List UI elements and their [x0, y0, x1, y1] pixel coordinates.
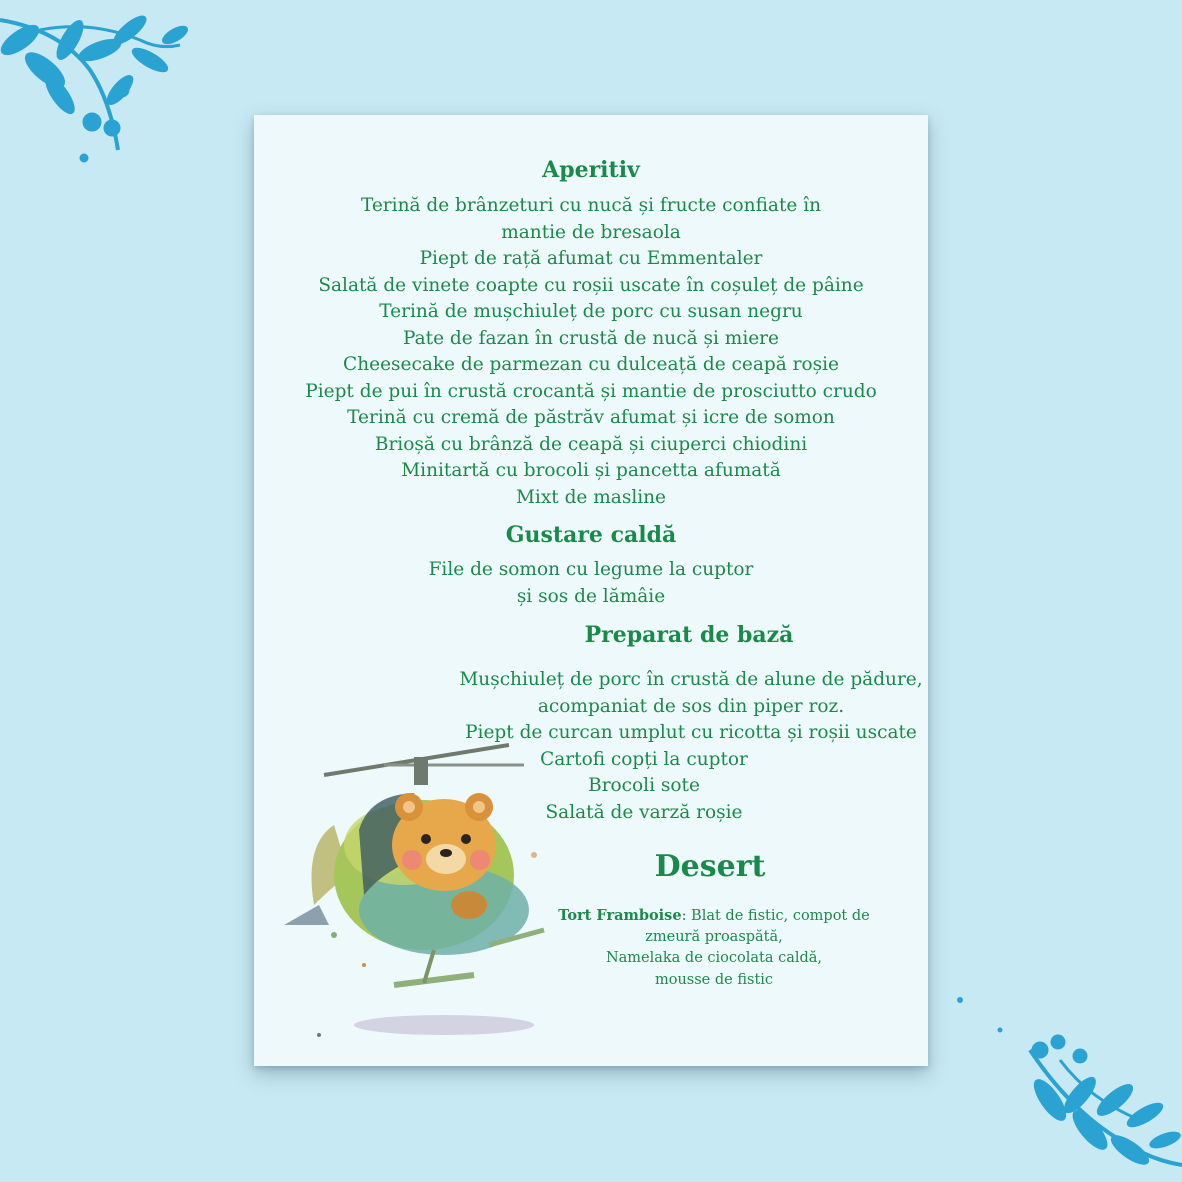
preparat-item: Piept de curcan umplut cu ricotta și roșii uscate — [465, 722, 917, 743]
desert-line — [514, 905, 914, 928]
desert-line-rest: : Blat de fistic, compot de — [681, 908, 870, 924]
leaf-branch-icon — [0, 0, 200, 180]
aperitiv-item: Mixt de masline — [515, 486, 667, 508]
section-title-desert: Desert — [654, 849, 766, 884]
gustare-item: File de somon cu legume la cuptor — [428, 559, 754, 580]
aperitiv-item: Terină de mușchiuleț de porc cu susan negru — [379, 301, 803, 322]
preparat-item: Brocoli sote — [588, 775, 700, 796]
desert-cake-name: Tort Framboise — [558, 907, 682, 924]
menu-card — [254, 115, 928, 1066]
aperitiv-item: Terină cu cremă de păstrăv afumat și icre de somon — [347, 407, 835, 428]
aperitiv-item: Brioșă cu brânză de ceapă și ciuperci chiodini — [374, 433, 808, 455]
desert-line: zmeură proaspătă, — [645, 928, 783, 945]
preparat-item: Cartofi copți la cuptor — [540, 748, 748, 770]
section-title-aperitiv: Aperitiv — [542, 157, 640, 183]
aperitiv-item: Pate de fazan în crustă de nucă și miere — [403, 327, 779, 349]
aperitiv-item: Minitartă cu brocoli și pancetta afumată — [401, 460, 781, 481]
section-title-gustare: Gustare caldă — [505, 522, 677, 548]
aperitiv-item: Terină de brânzeturi cu nucă și fructe confiate în — [360, 195, 822, 216]
section-title-preparat: Preparat de bază — [584, 622, 794, 648]
gustare-item: și sos de lămâie — [516, 585, 666, 607]
preparat-item: acompaniat de sos din piper roz. — [537, 695, 845, 717]
aperitiv-item: Piept de pui în crustă crocantă și mantie de prosciutto crudo — [305, 380, 877, 402]
aperitiv-item: Piept de rață afumat cu Emmentaler — [419, 248, 763, 269]
aperitiv-item: Salată de vinete coapte cu roșii uscate în coșuleț de pâine — [318, 274, 864, 296]
preparat-item: Salată de varză roșie — [545, 801, 743, 823]
preparat-item: Mușchiuleț de porc în crustă de alune de pădure, — [459, 669, 923, 690]
helicopter-bear-illustration — [274, 735, 574, 1055]
leaf-branch-icon — [940, 990, 1182, 1182]
desert-line: Namelaka de ciocolata caldă, — [605, 950, 823, 966]
aperitiv-item: Cheesecake de parmezan cu dulceață de ceapă roșie — [343, 354, 839, 375]
desert-line: mousse de fistic — [654, 971, 774, 988]
aperitiv-item: mantie de bresaola — [501, 221, 681, 243]
